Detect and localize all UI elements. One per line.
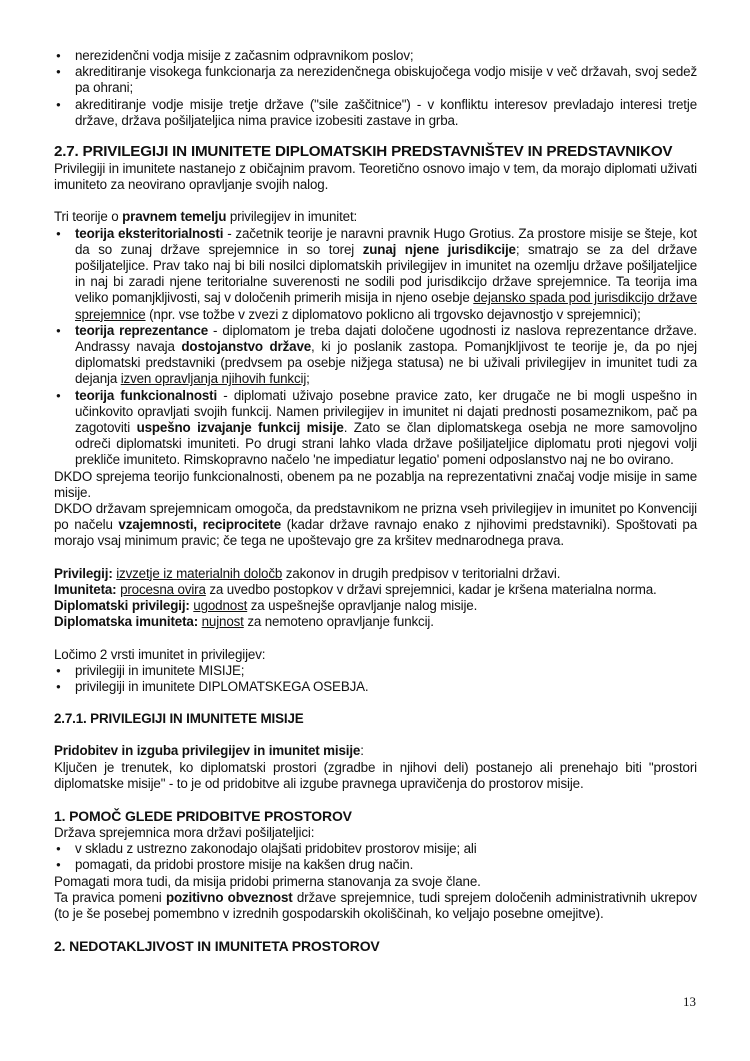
document-page bbox=[54, 48, 697, 955]
theories-list bbox=[54, 226, 697, 469]
list-item: ● nerezidenčni vodja misije z začasnim odpravnikom poslov; bbox=[54, 48, 697, 64]
types-lead: Ločimo 2 vrsti imunitet in privilegijev: bbox=[54, 646, 266, 662]
definitions bbox=[54, 566, 697, 631]
definition-diplomatic-privilege: Diplomatski privilegij: ugodnost za uspešnejše opravljanje nalog misije. bbox=[54, 598, 478, 614]
list-item: ● akreditiranje visokega funkcionarja za nerezidenčnega obiskujočega vodjo misije v več državah, svoj sedež pa ohrani; bbox=[54, 64, 697, 96]
section-1-p2: Ta pravica pomeni pozitivno obveznost države sprejemnice, tudi sprejem določenih administrativnih ukrepov (to je še posebej pomembno v izrednih gospodarskih okoliščinah, ko veljajo posebne omejitve). bbox=[54, 889, 697, 921]
theory-item-representation: ● teorija reprezentance - diplomatom je treba dajati določene ugodnosti iz naslova reprezentance države. Andrassy navaja dostojanstvo države, ki jo poslanik zastopa. Pomanjkljivost te teorije je, da po njej diplomatski predstavniki (predvsem pa osebje nižjega statusa) ne bi uživali privilegijev in imunitet tudi za dejanja izven opravljanja njihovih funkcij; bbox=[54, 323, 697, 388]
page-number: 13 bbox=[683, 994, 696, 1009]
list-item: ● privilegiji in imunitete DIPLOMATSKEGA OSEBJA. bbox=[54, 679, 697, 695]
list-item: ● privilegiji in imunitete MISIJE; bbox=[54, 663, 697, 679]
list-item: ● pomagati, da pridobi prostore misije na kakšen drug način. bbox=[54, 857, 697, 873]
theory-item-functionality: ● teorija funkcionalnosti - diplomati uživajo posebne pravice zato, ker drugače ne bi mogli uspešno in učinkovito opravljati svojih funkcij. Namen privilegijev in imunitet ni dajati prednosti posameznikom, pač pa zagotoviti uspešno izvajanje funkcij misije. Zato se član diplomatskega osebja ne more samovoljno odreči diplomatski imuniteti. Po drugi strani lahko vlada države pošiljateljice diplomatu proti njegovi volji prekliče imuniteto. Rimskopravno načelo 'ne impediatur legatio' pomeni odposlanstvo naj ne bo ovirano. bbox=[54, 388, 697, 469]
definition-diplomatic-immunity: Diplomatska imuniteta: nujnost za nemoteno opravljanje funkcij. bbox=[54, 614, 434, 630]
section-1-lead: Država sprejemnica mora državi pošiljateljici: bbox=[54, 824, 315, 840]
theory-item-exterritoriality: ● teorija eksteritorialnosti - začetnik teorije je naravni pravnik Hugo Grotius. Za prostore misije se šteje, kot da so zunaj države sprejemnice in so torej zunaj njene jurisdikcije; smatrajo se za del države pošiljateljice. Prav tako naj bi bili nosilci diplomatskih privilegijev in imunitet na ozemlju države pošiljateljice in naj bi zaradi njene teritorialne suverenosti ne sodili pod jurisdikcijo države sprejemnice. Ta teorija ima veliko pomanjkljivosti, saj v določenih primerih misija in njeno osebje dejansko spada pod jurisdikcijo države sprejemnice (npr. vse tožbe v zvezi z diplomatovo poklicno ali trgovsko dejavnostjo v sprejemnici); bbox=[54, 226, 697, 323]
definition-privilege: Privilegij: izvzetje iz materialnih določb zakonov in drugih predpisov v teritorialni državi. bbox=[54, 565, 561, 581]
types-list bbox=[54, 663, 697, 695]
section-1-bullets bbox=[54, 841, 697, 873]
dkdo-paragraph-1: DKDO sprejema teorijo funkcionalnosti, obenem pa ne pozablja na reprezentativni značaj vodje misije in same misije. bbox=[54, 468, 697, 500]
section-heading-2: 2. NEDOTAKLJIVOST IN IMUNITETA PROSTOROV bbox=[54, 938, 380, 955]
definition-immunity: Imuniteta: procesna ovira za uvedbo postopkov v državi sprejemnici, kadar je kršena materialna norma. bbox=[54, 581, 657, 597]
dkdo-paragraph-2: DKDO državam sprejemnicam omogoča, da predstavnikom ne prizna vseh privilegijev in imunitet po Konvenciji po načelu vzajemnosti, reciprocitete (kadar države ravnajo enako z njihovimi predstavniki). Spoštovati pa morajo vsaj minimum pravic; če tega ne upoštevajo gre za kršitev mednarodnega prava. bbox=[54, 501, 697, 549]
section-1-p1: Pomagati mora tudi, da misija pridobi primerna stanovanja za svoje člane. bbox=[54, 873, 481, 889]
subsection-text: Ključen je trenutek, ko diplomatski prostori (zgradbe in njihovi deli) postanejo ali prenehajo biti "prostori diplomatske misije" - to je od pridobitve ali izgube pravnega upravičenja do prostorov misije. bbox=[54, 759, 697, 791]
section-heading-2-7-1: 2.7.1. PRIVILEGIJI IN IMUNITETE MISIJE bbox=[54, 711, 304, 727]
top-bullet-list bbox=[54, 48, 697, 129]
subsection-title: Pridobitev in izguba privilegijev in imunitet misije: bbox=[54, 743, 364, 759]
section-heading-1: 1. POMOČ GLEDE PRIDOBITVE PROSTOROV bbox=[54, 807, 352, 824]
list-item: ● akreditiranje vodje misije tretje države ("sile zaščitnice") - v konfliktu interesov prevladajo interesi tretje države, država pošiljateljica nima pravice izobesiti zastave in grba. bbox=[54, 97, 697, 129]
section-heading-2-7: 2.7. PRIVILEGIJI IN IMUNITETE DIPLOMATSKIH PREDSTAVNIŠTEV IN PREDSTAVNIKOV bbox=[54, 143, 673, 161]
theories-lead: Tri teorije o pravnem temelju privilegijev in imunitet: bbox=[54, 209, 358, 225]
section-intro: Privilegiji in imunitete nastanejo z običajnim pravom. Teoretično osnovo imajo v tem, da morajo diplomati uživati imuniteto za neovirano opravljanje svojih nalog. bbox=[54, 161, 697, 193]
list-item: ● v skladu z ustrezno zakonodajo olajšati pridobitev prostorov misije; ali bbox=[54, 841, 697, 857]
